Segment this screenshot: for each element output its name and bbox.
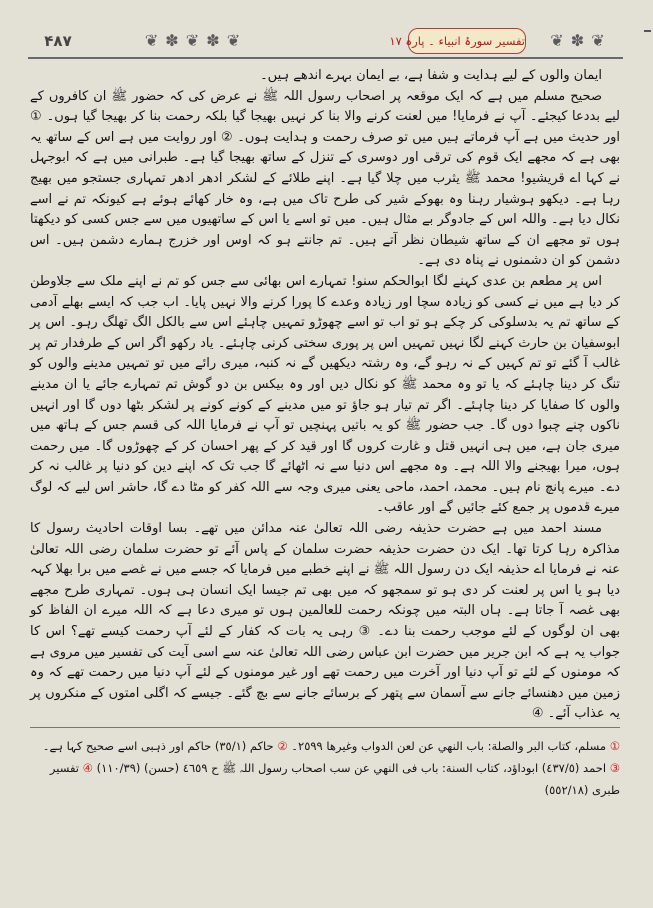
paragraph-1: ایمان والوں کے لیے ہدایت و شفا ہے، بے ایمان بہرے اندھے ہیں۔ — [260, 68, 602, 83]
page-header — [28, 24, 623, 58]
header-ornament-right-icon: ❦ ✽ ❦ — [550, 31, 606, 50]
running-title: تفسیر سورۂ انبیاء ۔ پارہ ۱۷ — [408, 28, 526, 54]
header-ornament-left-icon: ❦ ✽ ❦ ✽ ❦ — [144, 31, 242, 50]
footnote-marker-4: ④ — [82, 761, 93, 775]
paragraph-4: مسند احمد میں ہے حضرت حذیفہ رضی اللہ تعالیٰ عنہ مدائن میں تھے۔ بسا اوقات احادیث رسول کا مذاکرہ رہا کرتا تھا۔ ایک دن حضرت حذیفہ حضرت سلمان کے پاس آئے تو حضرت سلمان رضی اللہ تعالیٰ عنہ نے فرمایا اے حذیفہ ایک دن رسول اللہ ﷺ نے اپنے خطبے میں فرمایا کہ جسے میں نے غصے میں برا بھلا کہہ دیا ہو یا اس پر لعنت کر دی ہو تو سمجھو کہ میں بھی تم جیسا ایک انسان ہی ہوں۔ تمہاری طرح مجھے بھی غصہ آ جاتا ہے۔ ہاں البتہ میں چونکہ رحمت للعالمین ہوں تو میری دعا ہے کہ اللہ میرے ان الفاظ کو بھی ان لوگوں کے لئے موجب رحمت بنا دے۔ ③ رہی یہ بات کہ کفار کے لئے آپ رحمت کیسے تھے؟ اس کا جواب یہ ہے کہ ابن جریر میں حضرت ابن عباس رضی اللہ تعالیٰ عنہ سے اسی آیت کی تفسیر میں مروی ہے کہ مومنوں کے لئے تو آپ دنیا اور آخرت میں رحمت تھے اور غیر مومنوں کے لئے آپ دنیا میں رحمت تھے کہ وہ زمین میں دھنسائے جانے سے آسمان سے پتھر کے برسائے جانے سے بچ گئے۔ جیسے کہ اگلی امتوں کے منکروں پر یہ عذاب آئے۔ ④ — [30, 521, 620, 722]
footnote-marker-1: ① — [609, 739, 620, 753]
page-number: ۴۸۷ — [44, 32, 72, 50]
paragraph-3: اس پر مطعم بن عدی کہنے لگا ابوالحکم سنو! تمہارے اس بھائی سے جس کو تم نے اپنے ملک سے جلاوطن کر دیا ہے میں نے کسی کو زیادہ سچا اور زیادہ وعدے کا پورا کرنے والا نہیں پایا۔ اب جب کہ ایسے بھلے آدمی کے ساتھ تم یہ بدسلوکی کر چکے ہو تو اب تو اسے چھوڑو تمہیں چاہئے اس سے بالکل الگ تھلگ رہو۔ اس پر ابوسفیان بن حارث کہنے لگا نہیں تمہیں اس پر پوری سختی کرنی چاہئے۔ یاد رکھو اگر اس کے طرفدار تم پر غالب آ گئے تو تم کہیں کے نہ رہو گے، وہ رشتہ دیکھیں گے نہ کنبہ، میری رائے میں تو تمہیں مدینے والوں کو تنگ کر دینا چاہئے کہ یا تو وہ محمد ﷺ کو نکال دیں اور وہ بیکس بن دو گوش تم تمہارے جائے یا ان مدینے والوں کا صفایا کر دینا چاہئے۔ اگر تم تیار ہو جاؤ تو میں مدینے کے کونے کونے پر لشکر بٹھا دوں گا اور انہیں ناکوں چنے چبوا دوں گا۔ جب حضور ﷺ کو یہ باتیں پہنچیں تو آپ نے فرمایا اللہ کی قسم جس کے ہاتھ میں میری جان ہے، میں ہی انہیں قتل و غارت کروں گا اور قید کر کے پھر احسان کر کے چھوڑوں گا۔ میں رحمت ہوں، میرا بھیجنے والا اللہ ہے۔ وہ مجھے اس دنیا سے نہ اٹھائے گا جب تک کہ اپنے دین کو دنیا پر غالب نہ کر دے۔ میرے پانچ نام ہیں۔ محمد، احمد، ماحی یعنی میری وجہ سے اللہ کفر کو مٹا دے گا، حاشر اس لیے کہ لوگ میرے قدموں پر جمع کئے جائیں گے اور عاقب۔ — [30, 273, 620, 516]
edge-tick — [644, 30, 651, 32]
footnote-3: احمد (٤٣٧/٥) ابوداؤد، کتاب السنة: باب فی النهي عن سب اصحاب رسول اللہ ﷺ ح ٤٦٥٩ (حسن) (١١٠/٣٩) — [96, 761, 607, 775]
footnotes — [30, 735, 620, 900]
footnote-4: تفسیر طبری (٥٥٢/١٨) — [49, 761, 620, 797]
footnote-1: مسلم، کتاب البر والصلة: باب النهي عن لعن الدواب وغیرها ٢٥٩٩۔ — [291, 739, 607, 753]
footnote-separator — [30, 727, 620, 728]
footnote-marker-3: ③ — [609, 761, 620, 775]
paragraph-2: صحیح مسلم میں ہے کہ ایک موقعہ پر اصحاب رسول اللہ ﷺ نے عرض کی کہ حضور ﷺ ان کافروں کے لیے بددعا کیجئے۔ آپ نے فرمایا! میں لعنت کرنے والا بنا کر نہیں بھیجا گیا بلکہ رحمت بنا کر بھیجا گیا ہوں۔ ① اور حدیث میں ہے آپ فرماتے ہیں میں تو صرف رحمت و ہدایت ہوں۔ ② اور روایت میں ہے اس کے ساتھ یہ بھی ہے کہ مجھے ایک قوم کی ترقی اور دوسری کے تنزل کے ساتھ بھیجا گیا ہے۔ طبرانی میں ہے کہ ابوجہل نے کہا اے قریشیو! محمد ﷺ یثرب میں چلا گیا ہے۔ اپنے طلائے کے لشکر ادھر ادھر تمہاری جستجو میں بھیج رہا ہے۔ دیکھو ہوشیار رہنا وہ بھوکے شیر کی طرح تاک میں ہے، وہ خار کھائے ہوئے ہے کیونکہ تم نے اسے نکال دیا ہے۔ واللہ اس کے جادوگر بے مثال ہیں۔ میں تو اسے یا اس کے ساتھیوں میں سے جس کسی کو دیکھتا ہوں تو مجھے ان کے ساتھ شیطان نظر آتے ہیں۔ تم جانتے ہو کہ اوس اور خزرج ہمارے دشمن ہیں۔ اس دشمن کو ان دشمنوں نے پناہ دی ہے۔ — [30, 88, 620, 269]
header-rule — [28, 57, 623, 59]
body-text — [30, 66, 620, 722]
footnote-row-1 — [30, 735, 620, 757]
footnote-marker-2: ② — [277, 739, 288, 753]
footnote-row-2 — [30, 757, 620, 801]
footnote-2: حاکم (٣٥/١) حاکم اور ذہبی اسے صحیح کہا ہے۔ — [42, 739, 274, 753]
